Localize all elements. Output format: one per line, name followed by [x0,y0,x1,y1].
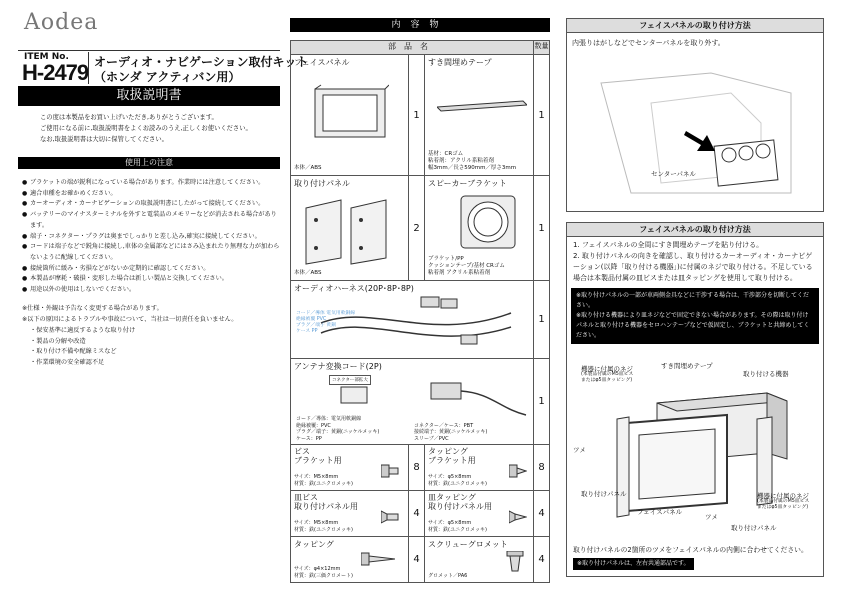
part-face-panel: フェイスパネル 本体／ABS [291,55,409,176]
device-screw2-sub: (本製品付属のM5皿ビス またはφ5皿タッピング) [757,499,810,510]
caution-item: ● カーオーディオ・カーナビゲーションの取扱説明書にしたがって接続してください。 [22,199,280,210]
part-screw-bracket: ビス ブラケット用 サイズ：M5×8mm 材質：鉄(ユニクロメッキ) [291,445,409,491]
part-tapping: タッピング サイズ：φ4×12mm 材質：鉄(三価クロメート) [291,537,409,583]
face-panel-label: フェイスパネル [637,508,683,516]
flat-tapping-icon [509,509,527,525]
dashboard-illustration [591,63,801,203]
caution-list [22,178,280,296]
install-warnings [571,288,819,344]
install-footer-note: ※取り付けパネルは、左右共通部品です。 [573,558,694,570]
antenna-cord-icon [331,381,531,421]
item-no-label: ITEM No. [24,52,69,62]
tapping-icon [361,551,395,567]
install-section [566,222,824,577]
caution-item: ● 用途以外の使用はしないでください。 [22,285,280,296]
note: ※以下の原因によるトラブルや事故について、当社は一切責任を負いません。 [22,315,238,323]
qty: 8 [534,445,550,491]
device-screw-sub: (本製品付属のM5皿ビス またはφ5皿タッピング) [581,372,634,383]
product-subtitle: （ホンダ アクティバン用） [94,70,241,84]
caution-item: ● 接続箇所に緩み・劣損などがないか定期的に確認してください。 [22,264,280,275]
qty: 1 [409,55,425,176]
subnote: ・保安基準に適反するような取り付け [30,327,136,334]
device-screw2-label: 機器に付属のネジ [757,492,809,500]
intro-line: この度は本製品をお買い上げいただき,ありがとうございます。 [40,114,218,121]
warning: ※取り付けパネルの一部が車両側金具などに干渉する場合は、干渉部分を切断してください。 [576,292,810,309]
tab-label: ツメ [573,446,586,454]
caution-item: ● バッテリーのマイナスターミナルを外すと電装品のメモリーなどが消去される場合があります。 [22,210,280,231]
part-tapping-bracket: タッピング ブラケット用 サイズ：φ5×8mm 材質：鉄(ユニクロメッキ) [425,445,534,491]
part-gap-tape: すき間埋めテープ 基材：CRゴム 粘着剤：アクリル系粘着剤 幅3mm／長さ590mm／厚さ3mm [425,55,534,176]
inset-label: コネクター部拡大 [329,375,371,385]
device-label: 取り付ける機器 [743,370,789,378]
part-flat-screw: 皿ビス 取り付けパネル用 サイズ：M5×8mm 材質：鉄(ユニクロメッキ) [291,491,409,537]
manual-title: 取扱説明書 [18,86,280,106]
product-title: オーディオ・ナビゲーション取付キット [94,55,309,69]
center-panel-label: センターパネル [651,170,696,178]
grommet-icon [505,551,525,573]
intro-line: ご使用になる前に,取扱説明書をよくお読みのうえ,正しくお使いください。 [40,125,252,132]
notes [22,304,280,325]
part-speaker-bracket: スピーカーブラケット ブラケット/PP クッションテープ/基材 CRゴム 粘着剤 アクリル系粘着剤 [425,176,534,281]
parts-table [290,40,550,583]
face-panel-icon [311,83,389,143]
caution-title: 使用上の注意 [18,157,280,169]
removal-text: 内張りはがしなどでセンターパネルを取り外す。 [572,39,725,47]
header-divider [88,52,89,84]
item-number: H-2479 [22,60,89,85]
caution-item: ● 適合車種をお確かめください。 [22,189,280,200]
install-step-1: 1. フェイスパネルの全周にすき間埋めテープを貼り付ける。 [573,241,764,249]
intro-text [40,112,280,145]
qty: 4 [409,491,425,537]
intro-line: なお,取扱説明書は大切に保管してください。 [40,136,168,143]
screw-icon [381,463,399,479]
note: ※仕様・外観は予告なく変更する場合があります。 [22,305,163,312]
removal-section [566,18,824,212]
subnote: ・作業環境の安全確認不足 [30,358,105,366]
contents-title: 内容物 [290,18,550,32]
subnote: ・取り付け不備や配線ミスなど [30,348,117,355]
qty: 1 [534,359,550,445]
qty: 8 [409,445,425,491]
mount-panel2-label: 取り付けパネル [731,524,777,532]
qty: 4 [409,537,425,583]
part-antenna-cord: アンテナ変換コード(2P) コネクター部拡大 コード／導体：電気用軟銅線 絶縁被覆：PVC プラグ／端子：黄銅(ニッケルメッキ) ケース：PP コネクター／ケース：PBT 接続端子：黄銅(ニッケルメッキ) スリーブ／PVC [291,359,534,445]
removal-title: フェイスパネルの取り付け方法 [567,19,823,33]
qty: 1 [534,281,550,359]
qty: 1 [534,55,550,176]
qty: 4 [534,537,550,583]
tab2-label: ツメ [705,513,718,521]
install-step-2: 2. 取り付けパネルの向きを確認し、取り付けるカーオーディオ・カーナビゲーション(以降「取り付ける機器」)に付属のネジで取り付ける。不足している場合は本製品付属の皿ビスまたは皿タッピングを使用して取り付ける。 [573,252,813,282]
col-qty-header: 数量 [534,41,550,55]
gap-tape-label: すき間埋めテープ [661,362,713,370]
brand-logo: Aodea [24,10,99,35]
part-grommet: スクリューグロメット グロメット／PA6 [425,537,534,583]
qty: 1 [534,176,550,281]
qty: 2 [409,176,425,281]
tape-icon [437,99,527,119]
caution-item: ● ブラケットの端が鋭利になっている場合があります。作業時には注意してください。 [22,178,280,189]
part-flat-tapping: 皿タッピング 取り付けパネル用 サイズ：φ5×8mm 材質：鉄(ユニクロメッキ) [425,491,534,537]
caution-item: ● 本製品が摩耗・破損・変形した場合は新しい製品と交換してください。 [22,274,280,285]
speaker-bracket-icon [453,192,523,252]
caution-item: ● 端子・コネクター・プラグは奥までしっかりと差し込み,確実に接続してください。 [22,232,280,243]
subnote: ・製品の分解や改造 [30,337,86,345]
caution-item: ● コードは端子などで鋭角に接続し,車体の金属部などにはさみ込まれたり無理な力が加わらないように配線してください。 [22,242,280,263]
qty: 4 [534,491,550,537]
col-name-header: 部品名 [291,41,534,55]
tapping-screw-icon [509,463,527,479]
mount-panel-label: 取り付けパネル [581,490,627,498]
install-footer: 取り付けパネルの2箇所のツメをフェイスパネルの内側に合わせてください。 [573,546,808,554]
device-screw-label: 機器に付属のネジ [581,365,633,373]
warning: ※取り付ける機器により皿ネジなどで固定できない場合があります。その際は取り付けパネルと取り付ける機器をセロハンテープなどで仮固定し、ブラケットと共締めしてください。 [576,312,810,339]
part-audio-harness: オーディオハーネス(20P･8P･8P) コード／導体 電気用軟銅線 絶縁被覆 PVC プラグ／端子 黄銅 ケース PP [291,281,534,359]
mount-panel-icon [301,198,401,266]
install-title: フェイスパネルの取り付け方法 [567,223,823,237]
subnotes [30,326,135,368]
part-mount-panel: 取り付けパネル 本体／ABS [291,176,409,281]
flat-screw-icon [381,509,399,525]
